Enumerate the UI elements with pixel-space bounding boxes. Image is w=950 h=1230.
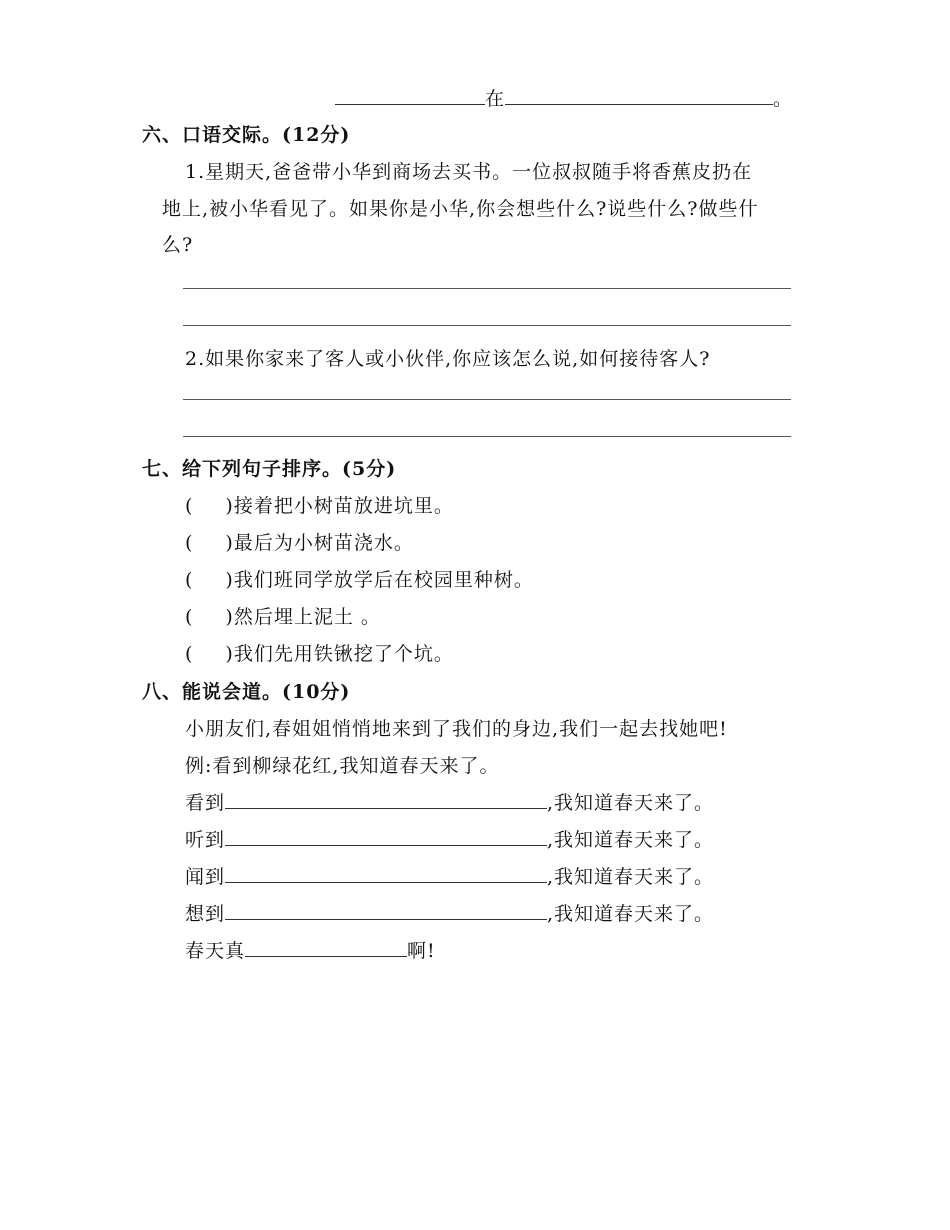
fill-suffix: ,我知道春天来了。: [547, 866, 715, 888]
fill-blank-spring[interactable]: [245, 938, 407, 957]
order-item-5: [185, 639, 454, 666]
section8-intro: 小朋友们,春姐姐悄悄地来到了我们的身边,我们一起去找她吧!: [185, 718, 728, 740]
spring-suffix: 啊!: [407, 940, 436, 962]
section8-heading: 八、能说会道。(10分): [142, 681, 351, 703]
section6-q2: 2.如果你家来了客人或小伙伴,你应该怎么说,如何接待客人?: [185, 348, 711, 370]
open-paren: (: [185, 495, 194, 517]
order-item-4: [185, 602, 381, 629]
section6-heading: 六、口语交际。(12分): [142, 124, 351, 146]
answer-line-q1-1[interactable]: [183, 288, 791, 289]
section7-heading: 七、给下列句子排序。(5分): [142, 458, 397, 480]
order-item-1: [185, 491, 454, 518]
fill-row-think: [185, 899, 714, 926]
fill-suffix: ,我知道春天来了。: [547, 792, 715, 814]
prompt-think: 想到: [185, 903, 226, 925]
order-item-text: 最后为小树苗浇水。: [233, 532, 414, 554]
close-paren: ): [225, 495, 234, 517]
answer-line-q2-1[interactable]: [183, 399, 791, 400]
fill-suffix: ,我知道春天来了。: [547, 903, 715, 925]
open-paren: (: [185, 606, 194, 628]
fill-row-spring: [185, 936, 436, 963]
order-item-3: [185, 565, 534, 592]
close-paren: ): [225, 569, 234, 591]
blank-2[interactable]: [505, 86, 773, 105]
section8-example: 例:看到柳绿花红,我知道春天来了。: [185, 755, 500, 777]
fill-row-see: [185, 788, 714, 815]
fill-suffix: ,我知道春天来了。: [547, 829, 715, 851]
prompt-see: 看到: [185, 792, 226, 814]
fill-row-hear: [185, 825, 714, 852]
order-item-text: 接着把小树苗放进坑里。: [233, 495, 454, 517]
prompt-hear: 听到: [185, 829, 226, 851]
section6-q1-line2: 地上,被小华看见了。如果你是小华,你会想些什么?说些什么?做些什: [162, 198, 759, 220]
spring-prefix: 春天真: [185, 940, 246, 962]
top-end: 。: [773, 88, 794, 110]
prompt-smell: 闻到: [185, 866, 226, 888]
fill-blank-smell[interactable]: [225, 864, 547, 883]
answer-line-q1-2[interactable]: [183, 325, 791, 326]
top-connector: 在: [485, 88, 506, 110]
order-item-text: 然后埋上泥土 。: [233, 606, 381, 628]
open-paren: (: [185, 569, 194, 591]
section6-q1-line1: 1.星期天,爸爸带小华到商场去买书。一位叔叔随手将香蕉皮扔在: [185, 161, 753, 183]
open-paren: (: [185, 643, 194, 665]
close-paren: ): [225, 532, 234, 554]
fill-blank-see[interactable]: [225, 790, 547, 809]
close-paren: ): [225, 643, 234, 665]
fill-blank-think[interactable]: [225, 901, 547, 920]
open-paren: (: [185, 532, 194, 554]
close-paren: ): [225, 606, 234, 628]
order-item-text: 我们班同学放学后在校园里种树。: [233, 569, 534, 591]
answer-line-q2-2[interactable]: [183, 436, 791, 437]
order-item-2: [185, 528, 414, 555]
section6-q1-line3: 么?: [162, 234, 194, 256]
fill-row-smell: [185, 862, 714, 889]
fill-blank-hear[interactable]: [225, 827, 547, 846]
top-fill-line: [335, 84, 793, 111]
blank-1[interactable]: [335, 86, 485, 105]
order-item-text: 我们先用铁锹挖了个坑。: [233, 643, 454, 665]
